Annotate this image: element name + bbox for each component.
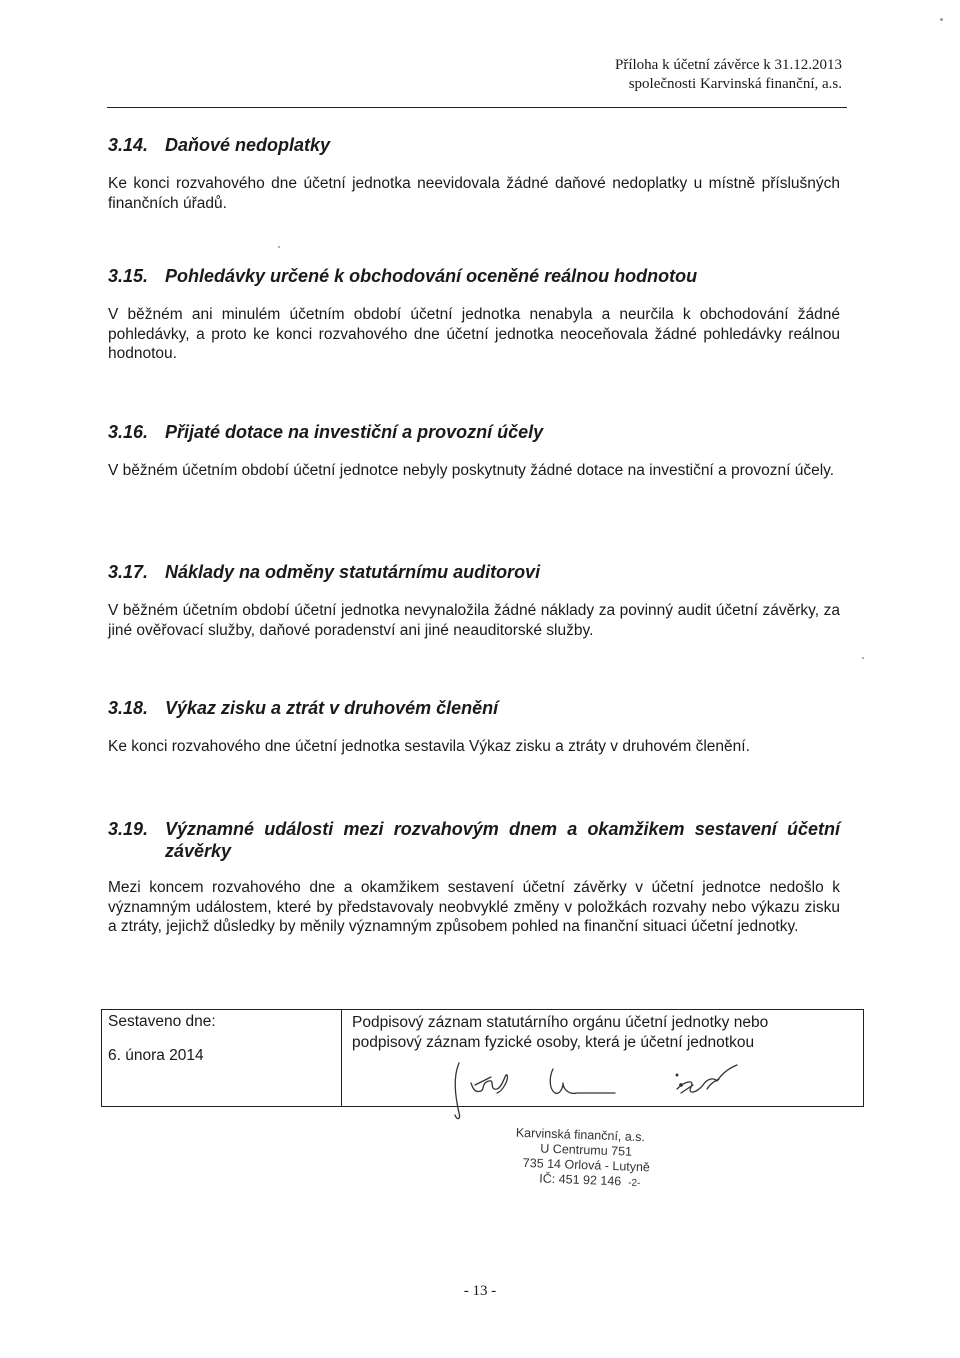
section-heading bbox=[108, 134, 840, 156]
header-line-2: společnosti Karvinská finanční, a.s. bbox=[628, 76, 842, 92]
section-title: Daňové nedoplatky bbox=[165, 135, 331, 155]
stamp-city: 735 14 Orlová - Lutyně bbox=[522, 1155, 651, 1175]
stamp-street: U Centrumu 751 bbox=[540, 1141, 633, 1159]
header-rule bbox=[107, 107, 847, 108]
page-number: - 13 - bbox=[463, 1283, 497, 1299]
document-header bbox=[615, 56, 842, 94]
scan-speck bbox=[940, 18, 943, 21]
section-title: Přijaté dotace na investiční a provozní účely bbox=[165, 422, 544, 442]
compiled-date: 6. února 2014 bbox=[108, 1047, 204, 1064]
section-heading bbox=[108, 818, 840, 862]
section-text: Mezi koncem rozvahového dne a okamžikem sestavení účetní závěrky v účetní jednotce nedošlo k významným událostem, které by představovaly neobvyklé změny v položkách rozvahy nebo výkazu zisku a ztráty, jejichž důsledky by měnily významným způsobem pohled na finanční situaci účetní jednotky. bbox=[108, 879, 840, 935]
section-number: 3.16. bbox=[108, 422, 149, 442]
header-line-1: Příloha k účetní závěrce k 31.12.2013 bbox=[614, 57, 842, 73]
section-heading bbox=[108, 421, 840, 443]
stamp-name: Karvinská finanční, a.s. bbox=[515, 1125, 646, 1145]
section-heading bbox=[108, 561, 840, 583]
stamp-suffix: -2- bbox=[627, 1177, 641, 1190]
section-text: Ke konci rozvahového dne účetní jednotka sestavila Výkaz zisku a ztráty v druhovém členění. bbox=[108, 738, 750, 755]
section-heading bbox=[108, 265, 840, 287]
section-3-17 bbox=[108, 561, 840, 640]
section-number: 3.18. bbox=[108, 698, 149, 718]
signature-label-line-2: podpisový záznam fyzické osoby, která je účetní jednotkou bbox=[352, 1033, 755, 1051]
section-text: V běžném ani minulém účetním období účetní jednotka nenabyla a neurčila k obchodování žádné pohledávky, a proto ke konci rozvahového dne účetní jednotka neoceňovala žádné pohledávky reálnou hodnotou. bbox=[108, 306, 840, 362]
section-text: Ke konci rozvahového dne účetní jednotka neevidovala žádné daňové nedoplatky u místně příslušných finančních úřadů. bbox=[108, 175, 840, 212]
scan-speck bbox=[862, 657, 864, 659]
section-3-16 bbox=[108, 421, 840, 481]
signature-label-line-1: Podpisový záznam statutárního orgánu účetní jednotky nebo bbox=[352, 1014, 769, 1031]
section-3-18 bbox=[108, 697, 840, 757]
section-3-15 bbox=[108, 265, 840, 364]
section-number: 3.19. bbox=[108, 819, 149, 839]
section-title: Náklady na odměny statutárnímu auditorovi bbox=[165, 562, 541, 582]
section-text: V běžném účetním období účetní jednotka nevynaložila žádné náklady za povinný audit účetní závěrky, za jiné ověřovací služby, daňové poradenství ani jiné neauditorské služby. bbox=[108, 602, 840, 639]
company-stamp bbox=[514, 1126, 651, 1192]
stamp-ico bbox=[514, 1171, 650, 1192]
section-heading bbox=[108, 697, 840, 719]
section-text: V běžném účetním období účetní jednotce nebyly poskytnuty žádné dotace na investiční a provozní účely. bbox=[108, 462, 835, 479]
section-title: Významné události mezi rozvahovým dnem a okamžikem sestavení účetní závěrky bbox=[165, 819, 840, 861]
section-title: Pohledávky určené k obchodování oceněné reálnou hodnotou bbox=[165, 266, 698, 286]
stamp-ico-number: IČ: 451 92 146 bbox=[539, 1171, 622, 1189]
section-number: 3.15. bbox=[108, 266, 149, 286]
compiled-cell bbox=[102, 1010, 342, 1106]
section-number: 3.14. bbox=[108, 135, 149, 155]
section-3-19 bbox=[108, 818, 840, 937]
section-3-14 bbox=[108, 134, 840, 213]
section-number: 3.17. bbox=[108, 562, 149, 582]
handwritten-signature bbox=[445, 1055, 775, 1125]
compiled-label: Sestaveno dne: bbox=[108, 1013, 216, 1030]
section-title: Výkaz zisku a ztrát v druhovém členění bbox=[165, 698, 499, 718]
scan-speck bbox=[278, 246, 280, 248]
